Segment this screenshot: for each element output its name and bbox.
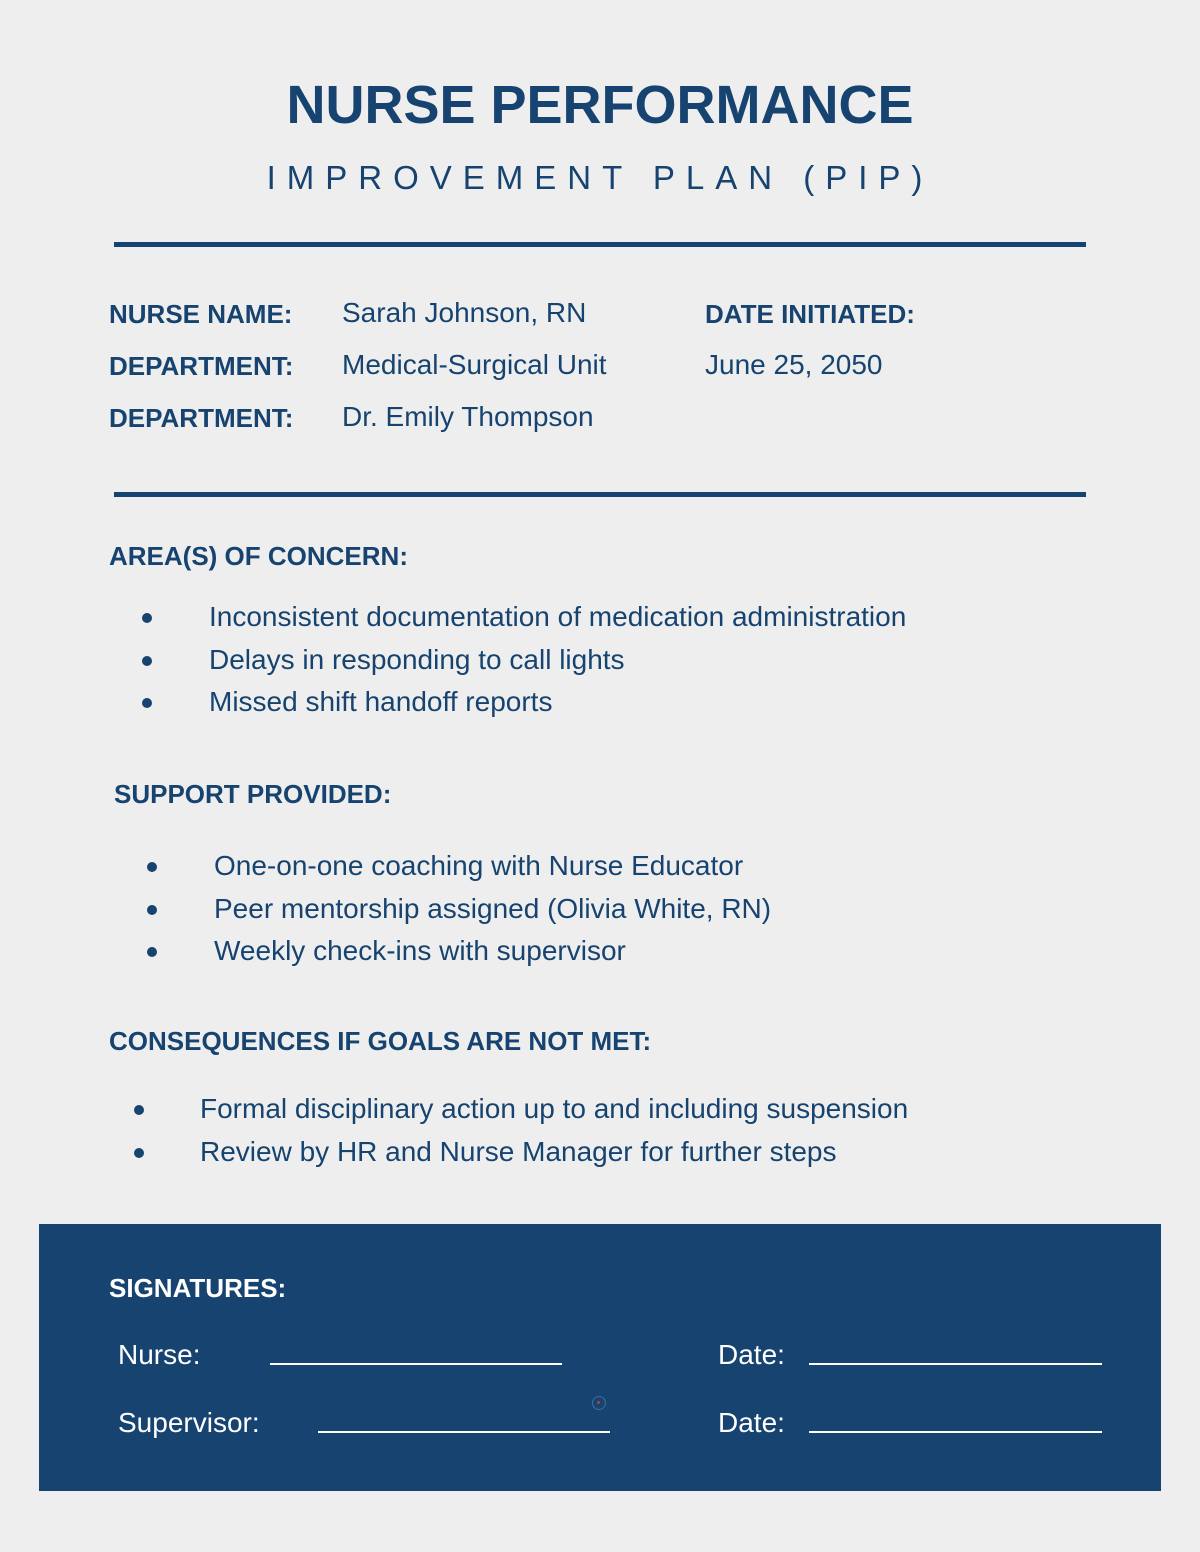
consequences-list [132,1088,1132,1173]
list-item [132,1131,1132,1174]
supervisor-signature-label: Supervisor: [118,1407,260,1438]
date-initiated-label: DATE INITIATED: [705,299,915,329]
supervisor-date-label: Date: [718,1407,785,1438]
list-item-text: Delays in responding to call lights [209,643,625,675]
list-item [145,845,1145,888]
support-heading: SUPPORT PROVIDED: [114,779,392,809]
list-item [145,930,1145,973]
department-value: Medical-Surgical Unit [342,349,607,380]
department-label: DEPARTMENT: [109,351,294,381]
list-item-text: Weekly check-ins with supervisor [214,935,626,966]
document-subtitle: IMPROVEMENT PLAN (PIP) [266,159,934,196]
supervisor-date-line[interactable] [809,1431,1102,1433]
middle-divider [114,492,1086,497]
list-item-text: Formal disciplinary action up to and including suspension [200,1093,909,1124]
list-item-text: One-on-one coaching with Nurse Educator [214,850,744,881]
bullet-icon [142,613,152,623]
top-divider [114,242,1086,247]
bullet-icon [147,862,157,872]
list-item [140,596,1140,639]
nurse-name-value: Sarah Johnson, RN [342,297,587,328]
signatures-panel [39,1224,1161,1491]
nurse-date-line[interactable] [809,1363,1102,1365]
support-list [145,845,1145,973]
list-item-text: Missed shift handoff reports [209,686,553,717]
nurse-date-label: Date: [718,1339,785,1370]
bullet-icon [134,1105,144,1115]
bullet-icon [147,905,157,915]
list-item [145,888,1145,931]
list-item-text: Peer mentorship assigned (Olivia White, RN) [214,892,772,924]
nurse-signature-label: Nurse: [118,1339,201,1370]
list-item [132,1088,1132,1131]
list-item-text: Inconsistent documentation of medication administration [209,601,907,632]
supervisor-label: DEPARTMENT: [109,403,294,433]
list-item [140,681,1140,724]
list-item [140,639,1140,682]
supervisor-signature-line[interactable] [318,1431,610,1433]
supervisor-value: Dr. Emily Thompson [342,401,594,432]
bullet-icon [147,947,157,957]
concerns-heading: AREA(S) OF CONCERN: [109,541,408,571]
bullet-icon [142,656,152,666]
cursor-marker-icon [592,1396,606,1410]
nurse-name-label: NURSE NAME: [109,299,293,329]
document-title: NURSE PERFORMANCE [286,75,914,135]
list-item-text: Review by HR and Nurse Manager for further steps [200,1135,837,1167]
bullet-icon [134,1148,144,1158]
signatures-heading: SIGNATURES: [109,1273,287,1303]
date-initiated-value: June 25, 2050 [705,349,883,380]
concerns-list [140,596,1140,724]
bullet-icon [142,698,152,708]
consequences-heading: CONSEQUENCES IF GOALS ARE NOT MET: [109,1026,652,1056]
nurse-signature-line[interactable] [270,1363,562,1365]
